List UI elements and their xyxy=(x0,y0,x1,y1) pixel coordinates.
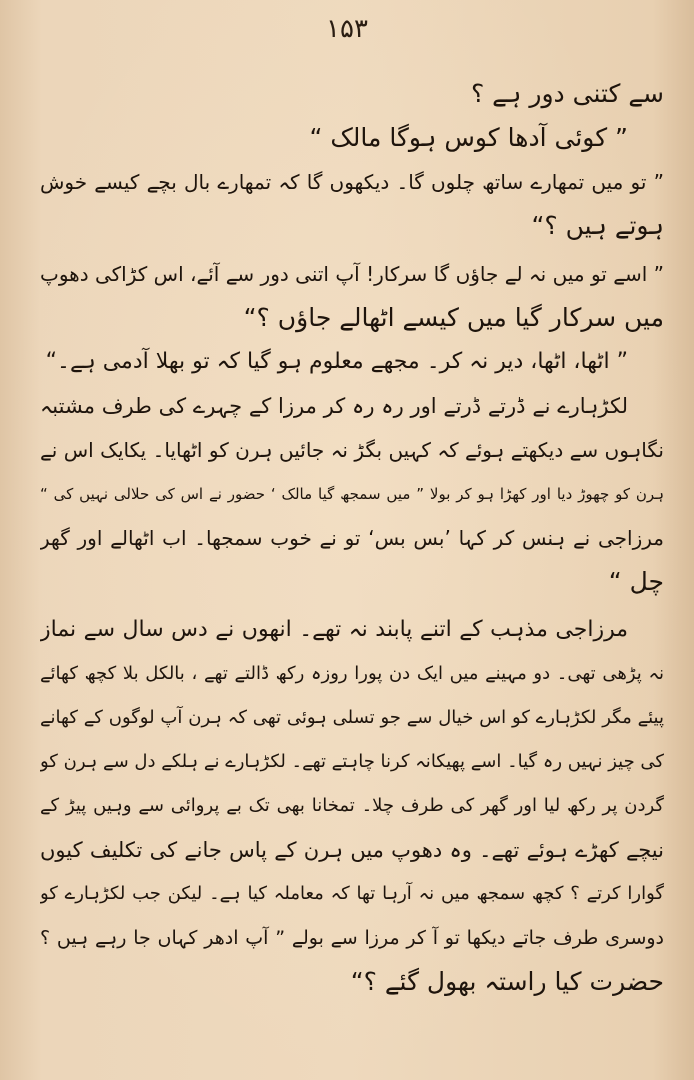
text-line: گوارا کرتے ؟ کچھ سمجھ میں نہ آرہا تھا کہ معاملہ کیا ہے۔ لیکن جب لکڑہارے کو xyxy=(40,883,664,904)
text-line: کی چیز نہیں رہ گیا۔ اسے پھیکانہ کرنا چاہتے تھے۔ لکڑہارے نے ہلکے دل سے ہرن کو xyxy=(40,751,664,772)
text-line: پیئے مگر لکڑہارے کو اس خیال سے جو تسلی ہوئی تھی کہ ہرن آپ لوگوں کے کھانے xyxy=(40,707,664,728)
page-number: ۱۵۳ xyxy=(326,14,368,44)
text-line: نیچے کھڑے ہوئے تھے۔ وہ دھوپ میں ہرن کے پاس جانے کی تکلیف کیوں xyxy=(40,838,664,862)
text-line: چل “ xyxy=(608,567,664,596)
text-line: ” تو میں تمھارے ساتھ چلوں گا۔ دیکھوں گا کہ تمھارے بال بچے کیسے خوش xyxy=(40,170,664,194)
text-line: ” اسے تو میں نہ لے جاؤں گا سرکار! آپ اتنی دور سے آئے، اس کڑاکی دھوپ xyxy=(40,262,664,286)
text-line: ” اٹھا، اٹھا، دیر نہ کر۔ مجھے معلوم ہو گیا کہ تو بھلا آدمی ہے۔“ xyxy=(45,349,628,374)
text-line: ہوتے ہیں ؟“ xyxy=(531,211,664,240)
text-line: میں سرکار گیا میں کیسے اٹھالے جاؤں ؟“ xyxy=(243,303,664,332)
text-line: مرزاجی نے ہنس کر کہا ’بس بس‘ تو نے خوب سمجھا۔ اب اٹھالے اور گھر xyxy=(40,526,664,550)
text-line: ” کوئی آدھا کوس ہوگا مالک “ xyxy=(309,123,628,152)
text-line: حضرت کیا راستہ بھول گئے ؟“ xyxy=(350,967,664,996)
text-line: نگاہوں سے دیکھتے ہوئے کہ کہیں بگڑ نہ جائیں ہرن کو اٹھایا۔ یکایک اس نے xyxy=(40,438,664,462)
text-line: لکڑہارے نے ڈرتے ڈرتے اور رہ رہ کر مرزا کے چہرے کی طرف مشتبہ xyxy=(40,394,628,418)
text-line: سے کتنی دور ہے ؟ xyxy=(470,79,664,108)
text-line: ہرن کو چھوڑ دیا اور کھڑا ہو کر بولا ” میں سمجھ گیا مالک ‘ حضور نے اس کی حلالی نہیں کی “ xyxy=(40,485,664,503)
text-line: مرزاجی مذہب کے اتنے پابند نہ تھے۔ انھوں نے دس سال سے نماز xyxy=(40,617,628,642)
text-line: نہ پڑھی تھی۔ دو مہینے میں ایک دن پورا روزہ رکھ ڈالتے تھے ، بالکل بلا کچھ کھائے xyxy=(40,663,664,684)
text-line: دوسری طرف جاتے دیکھا تو آ کر مرزا سے بولے ” آپ ادھر کہاں جا رہے ہیں ؟ xyxy=(40,927,664,949)
page-text-body xyxy=(40,72,664,1004)
text-line: گردن پر رکھ لیا اور گھر کی طرف چلا۔ تمخانا بھی تک بے پروائی سے وہیں پیڑ کے xyxy=(40,795,664,816)
